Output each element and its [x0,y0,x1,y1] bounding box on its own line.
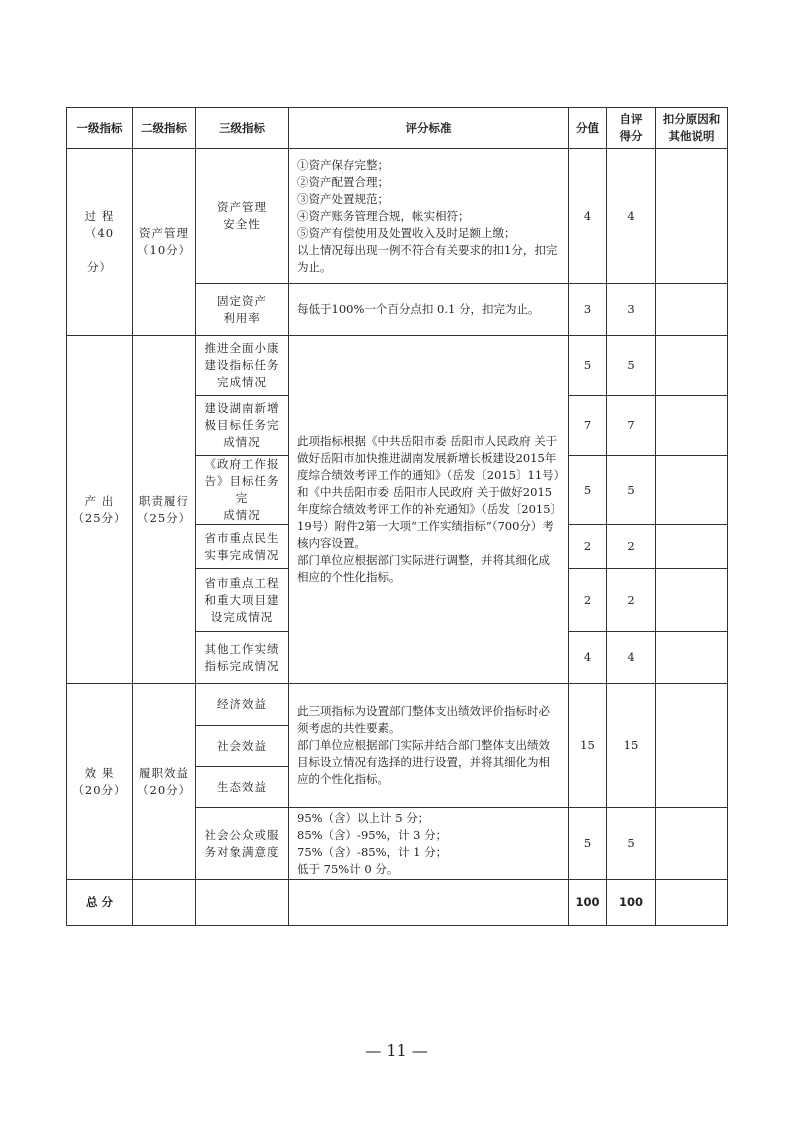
total-row [67,880,728,926]
self-score-cell: 2 [607,525,656,569]
header-remarks: 扣分原因和 其他说明 [656,108,728,149]
self-score-cell: 5 [607,336,656,396]
page-number: — 11 — [365,1041,428,1060]
empty-cell [133,880,196,926]
remarks-cell [656,632,728,684]
l3-cell: 社会公众或服 务对象满意度 [196,808,289,880]
self-score-cell: 2 [607,569,656,632]
l3-cell: 省市重点工程 和重大项目建 设完成情况 [196,569,289,632]
standard-cell: ①资产保存完整； ②资产配置合理； ③资产处置规范； ④资产账务管理合规，帐实相符； ⑤资产有偿使用及处置收入及时足额上缴； 以上情况每出现一例不符合有关要求的扣1分，扣完为止。 [289,149,569,284]
score-cell: 4 [569,632,607,684]
l3-cell: 其他工作实绩 指标完成情况 [196,632,289,684]
table-row [67,336,728,396]
remarks-cell [656,336,728,396]
l3-cell: 固定资产 利用率 [196,284,289,336]
l1-process: 过 程 （40 分） [67,149,133,336]
l3-cell: 《政府工作报 告》目标任务完 成情况 [196,456,289,525]
l3-cell: 生态效益 [196,767,289,808]
self-score-cell: 7 [607,396,656,456]
total-self-score: 100 [607,880,656,926]
remarks-cell [656,456,728,525]
self-score-cell: 5 [607,456,656,525]
remarks-cell [656,525,728,569]
l3-cell: 省市重点民生 实事完成情况 [196,525,289,569]
score-cell: 15 [569,684,607,808]
header-score: 分值 [569,108,607,149]
remarks-cell [656,284,728,336]
self-score-cell: 5 [607,808,656,880]
header-row [67,108,728,149]
l2-effect: 履职效益 （20分） [133,684,196,880]
l3-cell: 经济效益 [196,684,289,726]
l2-process: 资产管理 （10分） [133,149,196,336]
remarks-cell [656,684,728,808]
remarks-cell [656,149,728,284]
header-standard: 评分标准 [289,108,569,149]
header-l2: 二级指标 [133,108,196,149]
score-cell: 5 [569,808,607,880]
header-self-score: 自评 得分 [607,108,656,149]
header-l1: 一级指标 [67,108,133,149]
evaluation-table [66,107,728,926]
table-row [67,149,728,284]
standard-cell-effect: 此三项指标为设置部门整体支出绩效评价指标时必须考虑的共性要素。 部门单位应根据部门实际并结合部门整体支出绩效目标设立情况有选择的进行设置，并将其细化为相应的个性化指标。 [289,684,569,808]
empty-cell [289,880,569,926]
self-score-cell: 3 [607,284,656,336]
l3-cell: 建设湖南新增 极目标任务完 成情况 [196,396,289,456]
score-cell: 5 [569,456,607,525]
standard-cell-output: 此项指标根据《中共岳阳市委 岳阳市人民政府 关于做好岳阳市加快推进湖南发展新增长板建设2015年度综合绩效考评工作的通知》（岳发〔2015〕11号）和《中共岳阳市委 岳阳市人民政府 关于做好2015年度综合绩效考评工作的补充通知》（岳发〔2015〕19号）附件2第一大项“工作实绩指标”（700分）考核内容设置。 部门单位应根据部门实际进行调整，并将其细化成相应的个性化指标。 [289,336,569,684]
standard-cell: 95%（含）以上计 5 分； 85%（含）-95%，计 3 分； 75%（含）-85%，计 1 分； 低于 75%计 0 分。 [289,808,569,880]
remarks-cell [656,569,728,632]
standard-cell: 每低于100%一个百分点扣 0.1 分，扣完为止。 [289,284,569,336]
score-cell: 7 [569,396,607,456]
remarks-cell [656,808,728,880]
empty-cell [196,880,289,926]
self-score-cell: 15 [607,684,656,808]
l1-output: 产 出 （25分） [67,336,133,684]
table-row [67,684,728,726]
score-cell: 3 [569,284,607,336]
remarks-cell [656,396,728,456]
score-cell: 5 [569,336,607,396]
l1-effect: 效 果 （20分） [67,684,133,880]
l2-output: 职责履行 （25分） [133,336,196,684]
score-cell: 2 [569,525,607,569]
header-l3: 三级指标 [196,108,289,149]
total-score: 100 [569,880,607,926]
self-score-cell: 4 [607,149,656,284]
l3-cell: 资产管理 安全性 [196,149,289,284]
total-label: 总 分 [67,880,133,926]
l3-cell: 社会效益 [196,726,289,767]
score-cell: 4 [569,149,607,284]
self-score-cell: 4 [607,632,656,684]
remarks-cell [656,880,728,926]
l3-cell: 推进全面小康 建设指标任务 完成情况 [196,336,289,396]
score-cell: 2 [569,569,607,632]
